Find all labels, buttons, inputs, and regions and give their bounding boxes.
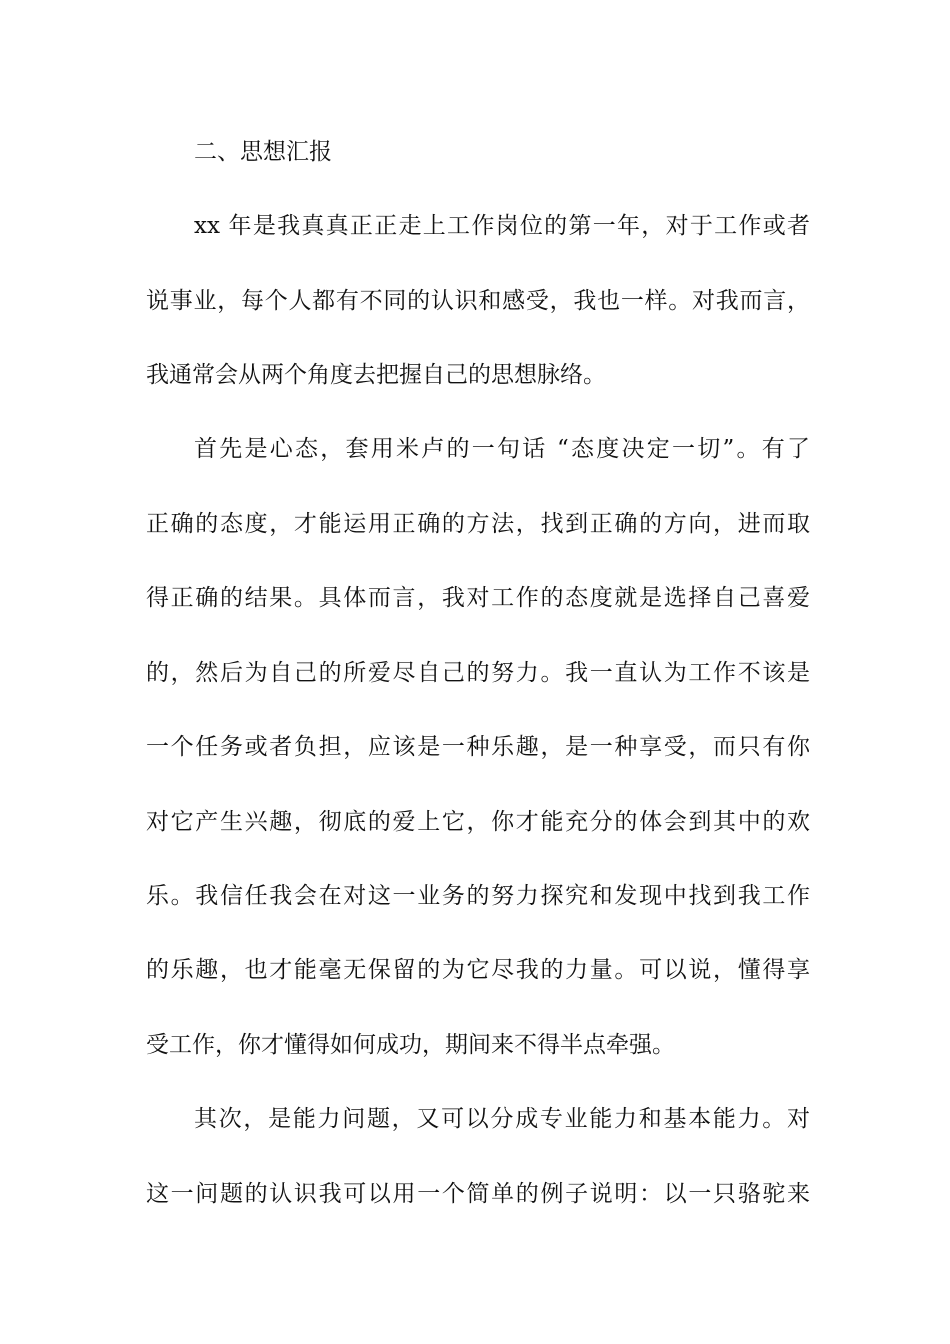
paragraph-1-line-2: 说事业，每个人都有不同的认识和感受，我也一样。对我而言，: [146, 288, 810, 314]
paragraph-2-line-1: 首先是心态，套用米卢的一句话 “态度决定一切”。有了: [194, 436, 810, 462]
paragraph-2-line-3: 得正确的结果。具体而言，我对工作的态度就是选择自己喜爱: [146, 585, 810, 611]
paragraph-3-line-1: 其次，是能力问题，又可以分成专业能力和基本能力。对: [194, 1106, 810, 1132]
paragraph-1-line-3: 我通常会从两个角度去把握自己的思想脉络。: [146, 362, 606, 388]
paragraph-2-line-9: 受工作，你才懂得如何成功，期间来不得半点牵强。: [146, 1032, 675, 1058]
paragraph-2-line-4: 的，然后为自己的所爱尽自己的努力。我一直认为工作不该是: [146, 660, 810, 686]
paragraph-2-line-8: 的乐趣，也才能毫无保留的为它尽我的力量。可以说，懂得享: [146, 957, 810, 983]
paragraph-2-line-2: 正确的态度，才能运用正确的方法，找到正确的方向，进而取: [146, 511, 810, 537]
paragraph-1-line-1: xx 年是我真真正正走上工作岗位的第一年，对于工作或者: [194, 213, 810, 239]
paragraph-2-line-5: 一个任务或者负担，应该是一种乐趣，是一种享受，而只有你: [146, 734, 810, 760]
paragraph-2-line-6: 对它产生兴趣，彻底的爱上它，你才能充分的体会到其中的欢: [146, 809, 810, 835]
paragraph-3-line-2: 这一问题的认识我可以用一个简单的例子说明：以一只骆驼来: [146, 1181, 810, 1207]
paragraph-2-line-7: 乐。我信任我会在对这一业务的努力探究和发现中找到我工作: [146, 883, 810, 909]
section-heading: 二、思想汇报: [194, 139, 332, 165]
